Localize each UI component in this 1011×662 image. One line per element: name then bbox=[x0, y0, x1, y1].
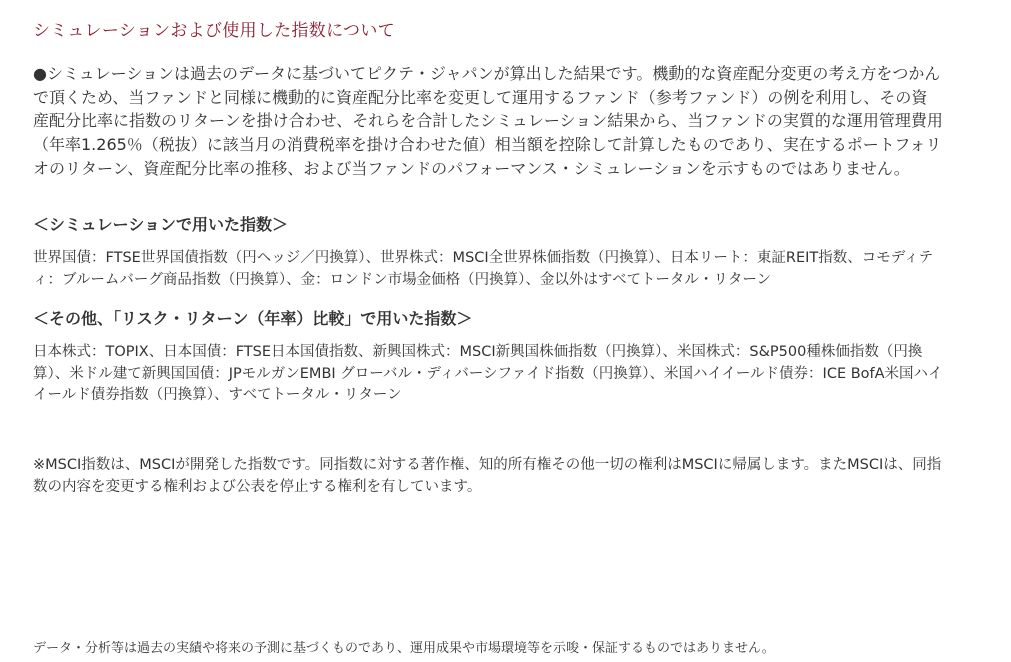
section-title: シミュレーションおよび使用した指数について bbox=[33, 21, 395, 41]
other-indices-heading: ＜その他、「リスク・リターン（年率）比較」で用いた指数＞ bbox=[33, 309, 473, 328]
other-indices-text: 日本株式：TOPIX、日本国債：FTSE日本国債指数、新興国株式：MSCI新興国株価指数（円換算）、米国株式：S&P500種株価指数（円換算）、米ドル建て新興国国債：JPモルガンEMBI グローバル・ディバーシファイド指数（円換算）、米国ハイイールド債券：ICE BofA米国ハイイールド債券指数（円換算）、すべてトータル・リターン bbox=[33, 344, 943, 403]
simulation-indices-heading: ＜シミュレーションで用いた指数＞ bbox=[33, 215, 289, 234]
msci-note: ※MSCI指数は、MSCIが開発した指数です。同指数に対する著作権、知的所有権その他一切の権利はMSCIに帰属します。またMSCIは、同指数の内容を変更する権利および公表を停止する権利を有しています。 bbox=[33, 457, 942, 495]
intro-paragraph: ●シミュレーションは過去のデータに基づいてピクテ・ジャパンが算出した結果です。機動的な資産配分変更の考え方をつかんで頂くため、当ファンドと同様に機動的に資産配分比率を変更して運用するファンド（参考ファンド）の例を利用し、その資産配分比率に指数のリターンを掛け合わせ、それらを合計したシミュレーション結果から、当ファンドの実質的な運用管理費用（年率1.265％（税抜）に該当月の消費税率を掛け合わせた値）相当額を控除して計算したものであり、実在するポートフォリオのリターン、資産配分比率の推移、および当ファンドのパフォーマンス・シミュレーションを示すものではありません。 bbox=[33, 64, 943, 178]
footer-disclaimer: データ・分析等は過去の実績や将来の予測に基づくものであり、運用成果や市場環境等を示唆・保証するものではありません。 bbox=[33, 641, 775, 656]
simulation-indices-text: 世界国債：FTSE世界国債指数（円ヘッジ／円換算）、世界株式：MSCI全世界株価指数（円換算）、日本リート：東証REIT指数、コモディティ：ブルームバーグ商品指数（円換算）、金：ロンドン市場金価格（円換算）、金以外はすべてトータル・リターン bbox=[33, 250, 934, 288]
